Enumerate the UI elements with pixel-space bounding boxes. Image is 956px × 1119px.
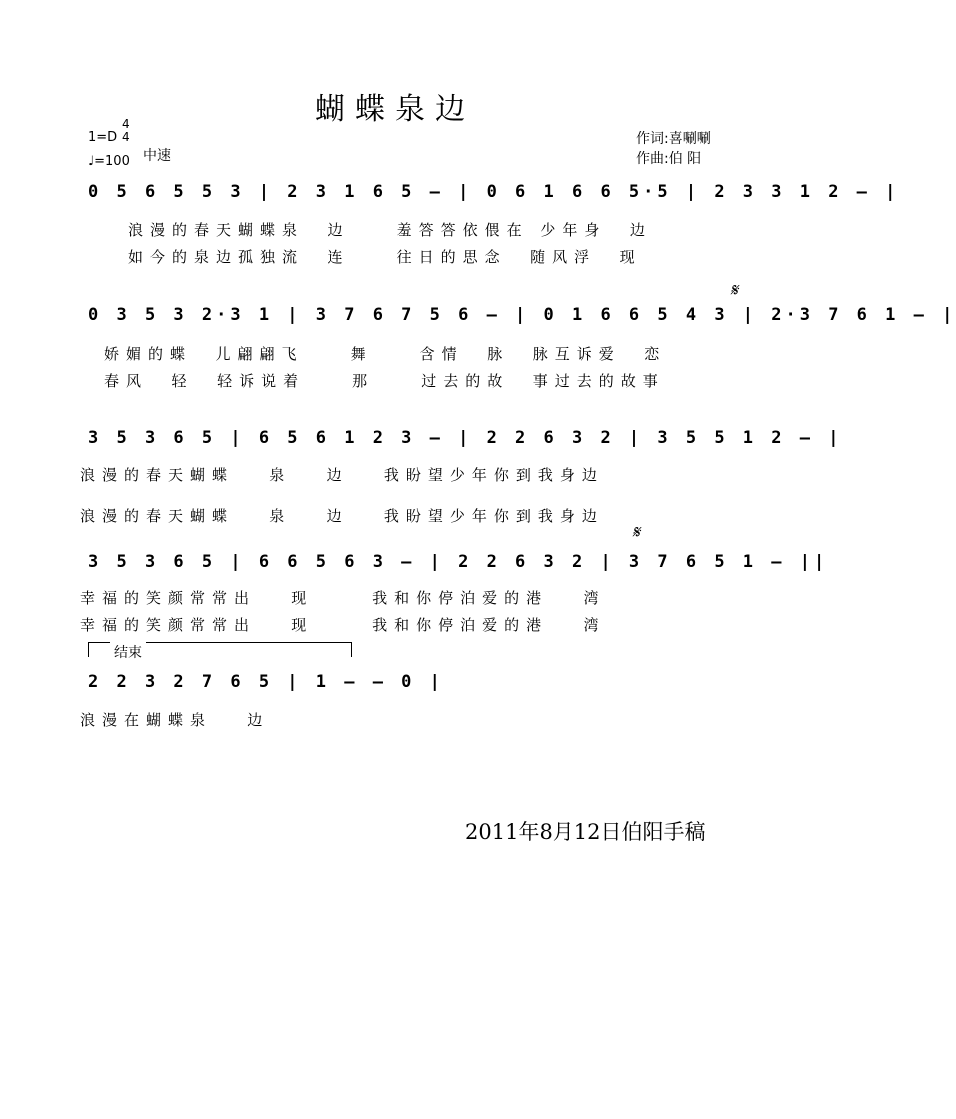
notation-line-4: 3 5 3 6 5 | 6 6 5 6 3 – | 2 2 6 3 2 | 3 7 6 5 1 – ||: [88, 552, 829, 572]
notation-line-2: 0 3 5 3 2·3 1 | 3 7 6 7 5 6 – | 0 1 6 6 5 4 3 | 2·3 7 6 1 – |: [88, 305, 956, 325]
lyrics-line-1-verse-1: 浪漫的春天蝴蝶泉 边 羞答答依偎在 少年身 边: [128, 221, 652, 239]
manuscript-footer: 2011年8月12日伯阳手稿: [465, 820, 706, 844]
lyrics-line-4-verse-2: 幸福的笑颜常常出 现 我和你停泊爱的港 湾: [80, 616, 606, 634]
segno-mark-1: 𝄋: [730, 280, 738, 301]
notation-line-3: 3 5 3 6 5 | 6 5 6 1 2 3 – | 2 2 6 3 2 | 3 5 5 1 2 – |: [88, 428, 843, 448]
key-signature: 1=D: [88, 130, 118, 145]
lyrics-line-3-verse-2: 浪漫的春天蝴蝶 泉 边 我盼望少年你到我身边: [80, 507, 604, 525]
lyrics-line-2-verse-2: 春风 轻 轻诉说着 那 过去的故 事过去的故事: [104, 372, 665, 390]
lyrics-line-3-verse-1: 浪漫的春天蝴蝶 泉 边 我盼望少年你到我身边: [80, 466, 604, 484]
speed-mark: 中速: [143, 148, 171, 164]
lyrics-line-2-verse-1: 娇媚的蝶 儿翩翩飞 舞 含情 脉 脉互诉爱 恋: [104, 345, 667, 363]
time-signature-bottom: 4: [122, 130, 130, 144]
lyrics-line-4-verse-1: 幸福的笑颜常常出 现 我和你停泊爱的港 湾: [80, 589, 606, 607]
song-title: 蝴蝶泉边: [315, 92, 475, 127]
tempo-mark: ♩=100: [88, 154, 130, 169]
notation-line-5: 2 2 3 2 7 6 5 | 1 – – 0 |: [88, 672, 444, 692]
lyrics-line-5: 浪漫在蝴蝶泉 边: [80, 711, 270, 729]
segno-mark-2: 𝄋: [632, 522, 640, 543]
notation-line-1: 0 5 6 5 5 3 | 2 3 1 6 5 – | 0 6 1 6 6 5·5 | 2 3 3 1 2 – |: [88, 182, 900, 202]
lyrics-line-1-verse-2: 如今的泉边孤独流 连 往日的思念 随风浮 现: [128, 248, 642, 266]
lyricist-credit: 作词:喜唰唰: [636, 131, 711, 147]
time-signature-top: 4: [122, 117, 130, 131]
composer-credit: 作曲:伯 阳: [636, 151, 702, 167]
ending-label: 结束: [110, 642, 146, 662]
time-signature: [122, 118, 130, 144]
